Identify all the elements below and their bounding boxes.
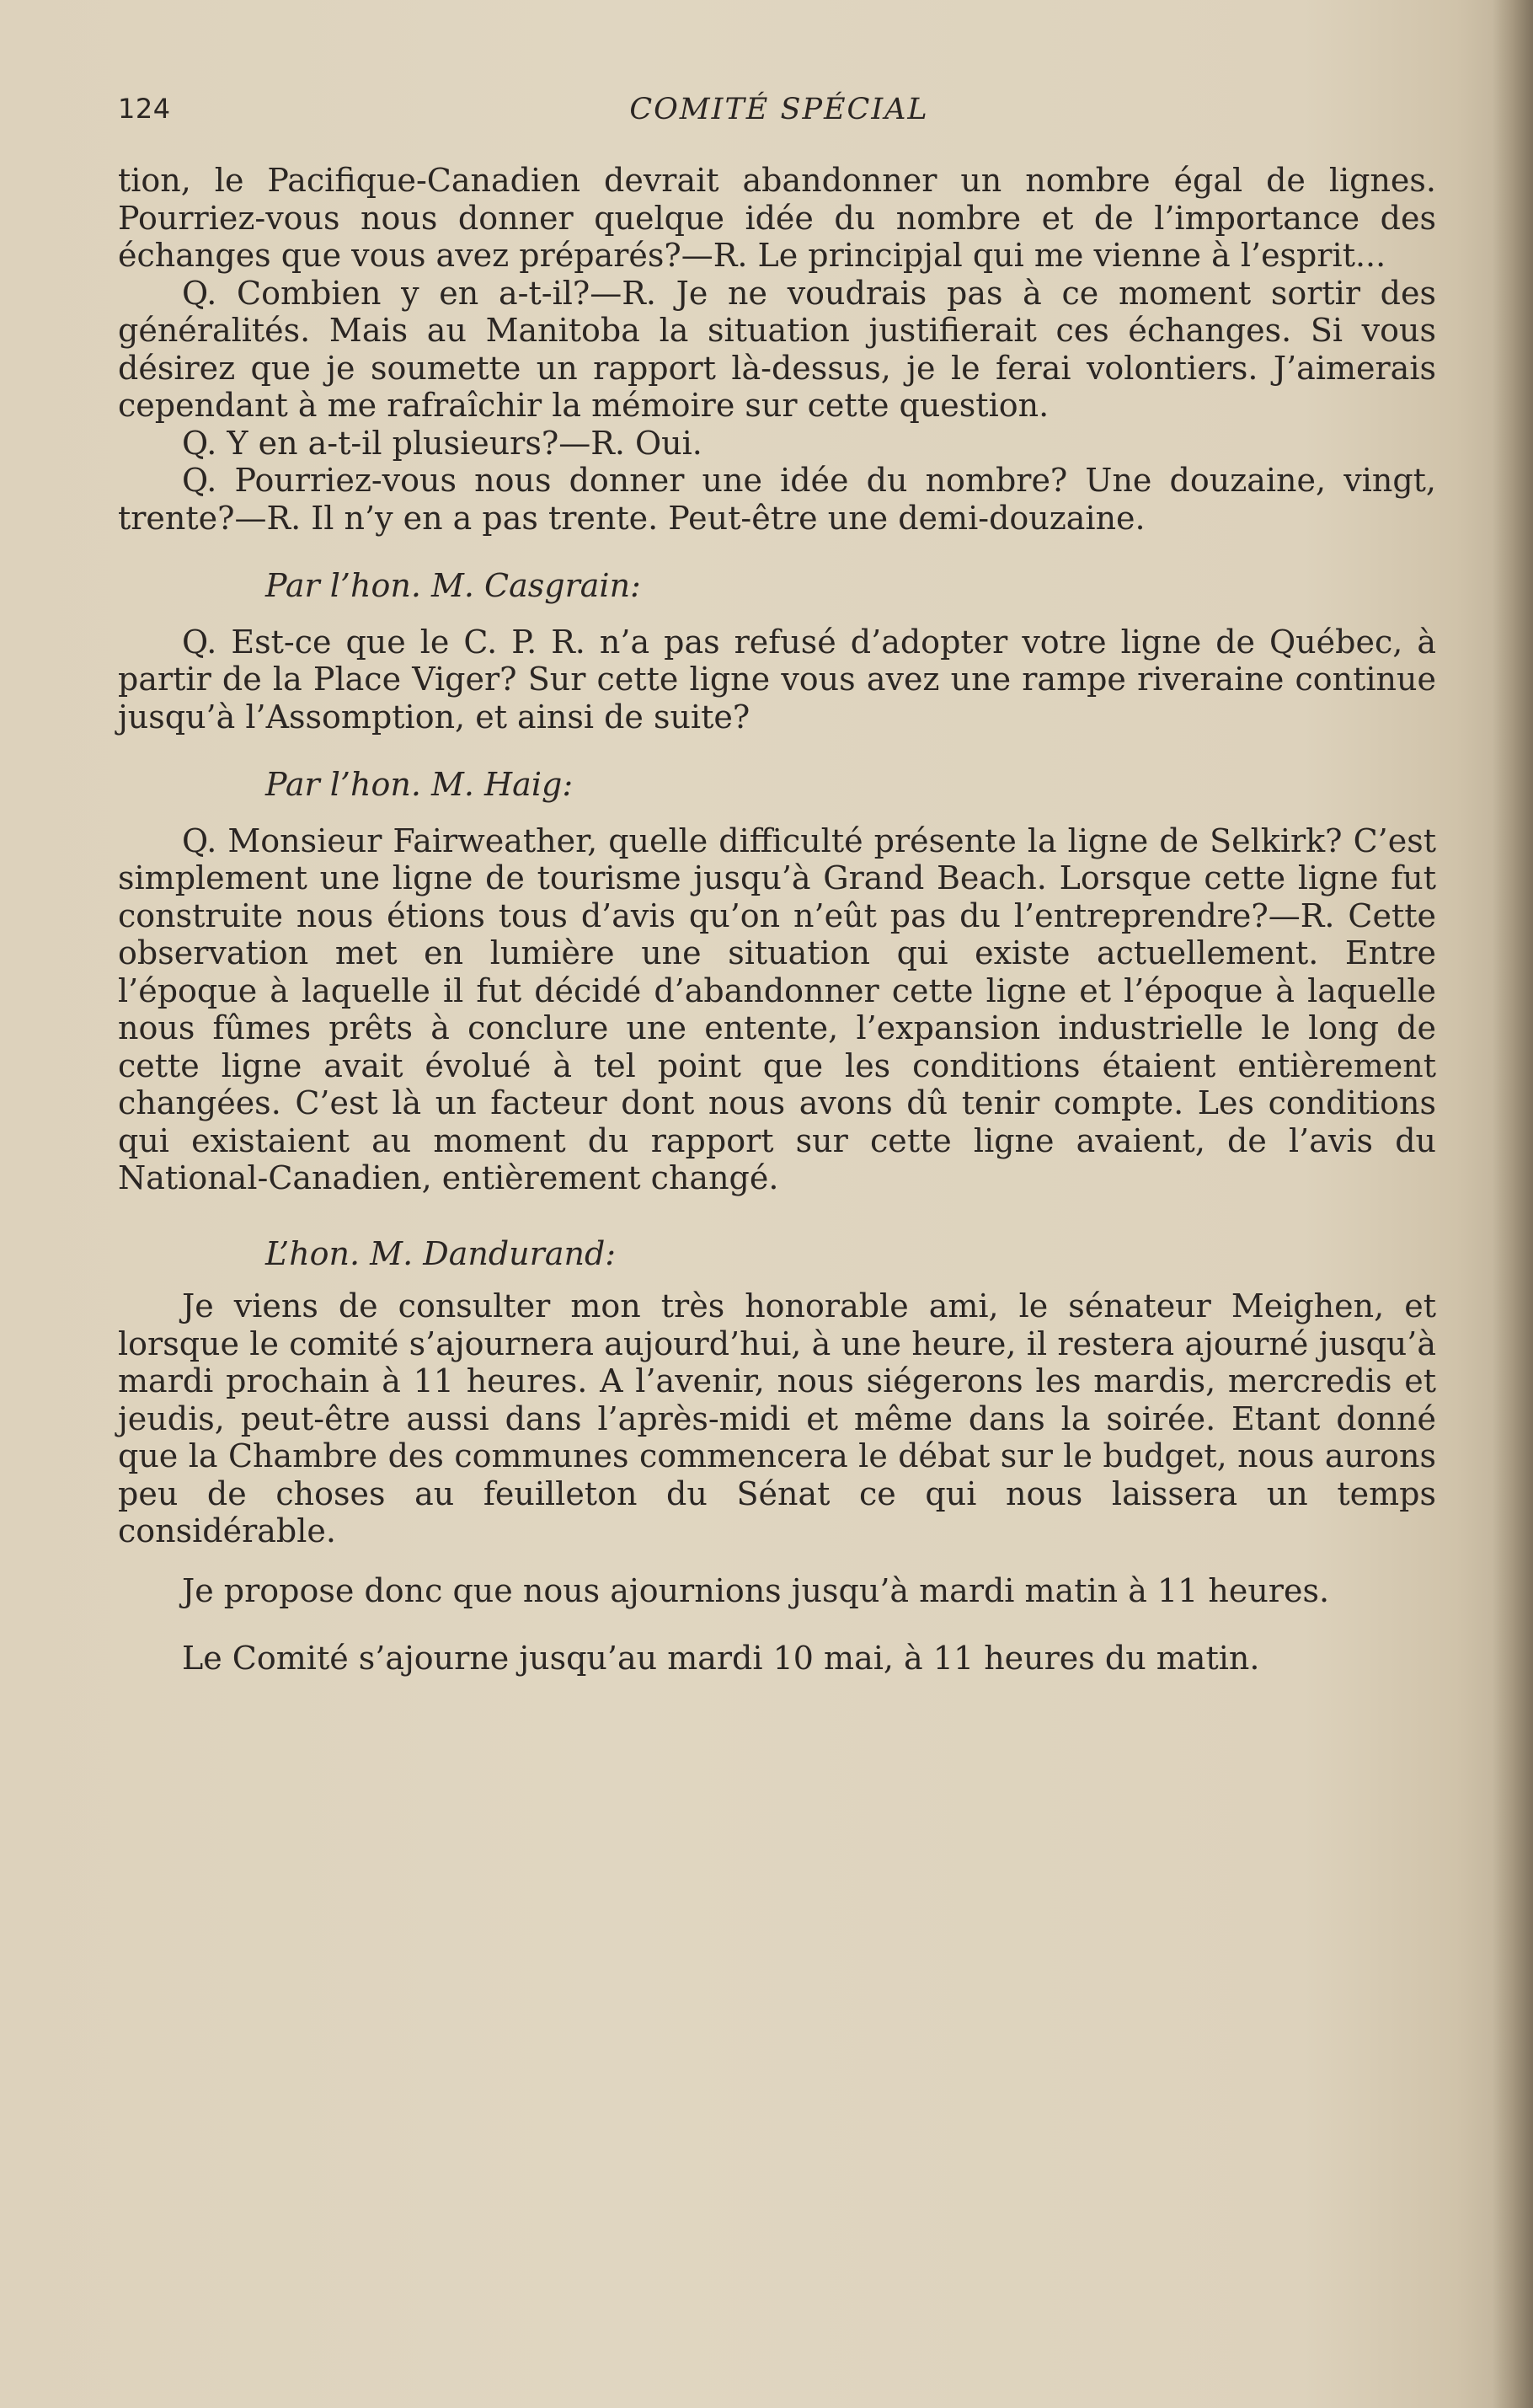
body-text: [118, 162, 1436, 1678]
speaker-heading-casgrain: Par l’hon. M. Casgrain:: [265, 567, 641, 604]
page-header: [118, 84, 1440, 135]
page-binding-edge: [1493, 0, 1533, 2408]
motion-paragraph: Je propose donc que nous ajournions jusqu’à mardi matin à 11 heures.: [182, 1571, 1330, 1609]
speaker-heading-haig: Par l’hon. M. Haig:: [265, 766, 574, 803]
running-head: COMITÉ SPÉCIAL: [629, 93, 929, 126]
question-answer: Q. Est-ce que le C. P. R. n’a pas refusé d’adopter votre ligne de Québec, à partir de la Place Viger? Sur cette ligne vous avez une rampe riveraine continue jusqu’à l’Assomption, et ainsi de suite?: [118, 623, 1436, 736]
speaker-heading-dandurand: L’hon. M. Dandurand:: [265, 1234, 617, 1272]
adjournment-note: Le Comité s’ajourne jusqu’au mardi 10 mai, à 11 heures du matin.: [182, 1640, 1260, 1677]
question-answer: Q. Pourriez-vous nous donner une idée du nombre? Une douzaine, vingt, trente?—R. Il n’y en a pas trente. Peut-être une demi-douzaine.: [118, 462, 1436, 537]
question-answer: Q. Y en a-t-il plusieurs?—R. Oui.: [182, 424, 702, 462]
paragraph-continuation: tion, le Pacifique-Canadien devrait abandonner un nombre égal de lignes. Pourriez-vous nous donner quelque idée du nombre et de l’importance des échanges que vous avez préparés?—R. Le principjal qui me vienne à l’esprit...: [118, 162, 1436, 274]
statement-paragraph: Je viens de consulter mon très honorable ami, le sénateur Meighen, et lorsque le comité s’ajournera aujourd’hui, à une heure, il restera ajourné jusqu’à mardi prochain à 11 heures. A l’avenir, nous siégerons les mardis, mercredis et jeudis, peut-être aussi dans l’après-midi et même dans la soirée. Etant donné que la Chambre des communes commencera le débat sur le budget, nous aurons peu de choses au feuilleton du Sénat ce qui nous laissera un temps considérable.: [118, 1287, 1436, 1549]
page-number: 124: [118, 93, 171, 125]
question-answer: Q. Monsieur Fairweather, quelle difficulté présente la ligne de Selkirk? C’est simplement une ligne de tourisme jusqu’à Grand Beach. Lorsque cette ligne fut construite nous étions tous d’avis qu’on n’eût pas du l’entreprendre?—R. Cette observation met en lumière une situation qui existe actuellement. Entre l’époque à laquelle il fut décidé d’abandonner cette ligne et l’époque à laquelle nous fûmes prêts à conclure une entente, l’expansion industrielle le long de cette ligne avait évolué à tel point que les conditions étaient entièrement changées. C’est là un facteur dont nous avons dû tenir compte. Les conditions qui existaient au moment du rapport sur cette ligne avaient, de l’avis du National-Canadien, entièrement changé.: [118, 821, 1436, 1196]
question-answer: Q. Combien y en a-t-il?—R. Je ne voudrais pas à ce moment sortir des généralités. Mais au Manitoba la situation justifierait ces échanges. Si vous désirez que je soumette un rapport là-dessus, je le ferai volontiers. J’aimerais cependant à me rafraîchir la mémoire sur cette question.: [118, 274, 1436, 424]
